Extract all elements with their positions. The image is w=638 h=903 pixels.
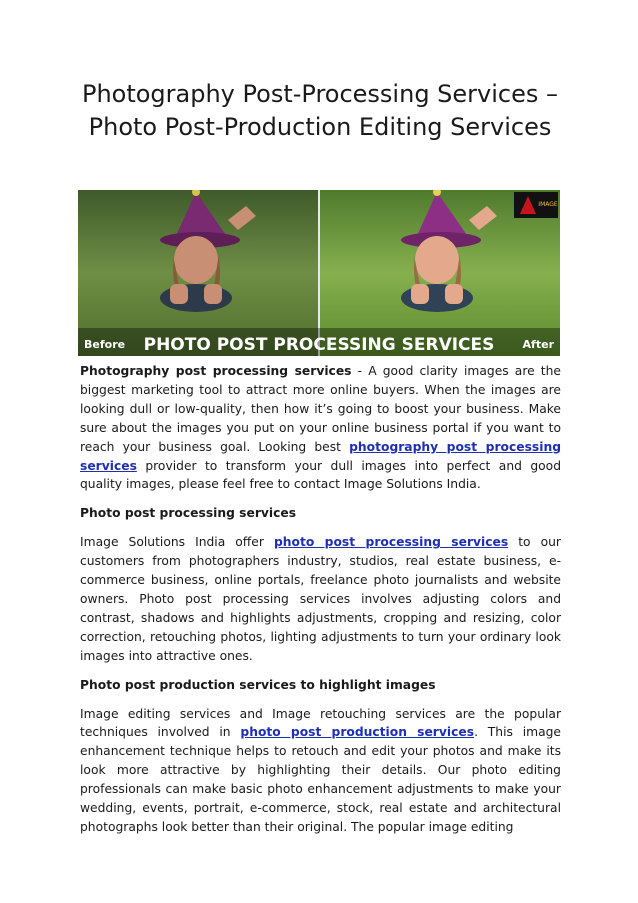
intro-paragraph (80, 362, 561, 494)
photo-post-production-link[interactable]: photo post production services (240, 725, 475, 740)
banner-caption: PHOTO POST PROCESSING SERVICES (143, 335, 495, 355)
intro-text: - A good clarity images are the biggest marketing tool to attract more online buyers. When the images are looking dull or low-quality, then how it’s going to boost your business. Make sure about the images you put on your online business portal if you want to reach your business goal. Looking best (80, 364, 561, 454)
production-paragraph (80, 705, 561, 837)
before-after-banner (78, 190, 560, 356)
before-label: Before (84, 338, 126, 351)
production-text-end: . This image enhancement technique helps to retouch and edit your photos and make its look more attractive by highlighting their details. Our photo editing professionals can make basic photo enhancement adjustments to make your wedding, events, portrait, e-commerce, stock, real estate and architectural photographs look better than their original. The popular image editing (80, 725, 561, 834)
logo-text: IMAGE (538, 201, 558, 208)
page-title: Photography Post-Processing Services – Photo Post-Production Editing Services (81, 80, 559, 141)
after-label: After (522, 338, 554, 351)
processing-text-end: to our customers from photographers industry, studios, real estate business, e-commerce business, online portals, freelance photo journalists and website owners. Photo post processing services involves adjusting colors and contrast, shadows and highlights adjustments, cropping and resizing, color correction, retouching photos, lighting adjustments to turn your ordinary look images into attractive ones. (80, 535, 561, 663)
production-text: Image editing services and Image retouching services are the popular techniques involved in (80, 706, 561, 740)
section-heading-processing: Photo post processing services (80, 506, 297, 521)
intro-lead: Photography post processing services (80, 364, 352, 378)
intro-text-end: provider to transform your dull images into perfect and good quality images, please feel free to contact Image Solutions India. (80, 458, 561, 492)
photography-post-processing-link[interactable]: photography post processing services (80, 439, 561, 473)
section-heading-production: Photo post production services to highlight images (80, 677, 436, 692)
article-body (80, 362, 561, 837)
company-logo (514, 192, 558, 218)
banner-image (78, 190, 560, 356)
photo-post-processing-link[interactable]: photo post processing services (273, 535, 509, 550)
processing-paragraph (80, 533, 561, 665)
processing-text: Image Solutions India offer (80, 535, 274, 550)
